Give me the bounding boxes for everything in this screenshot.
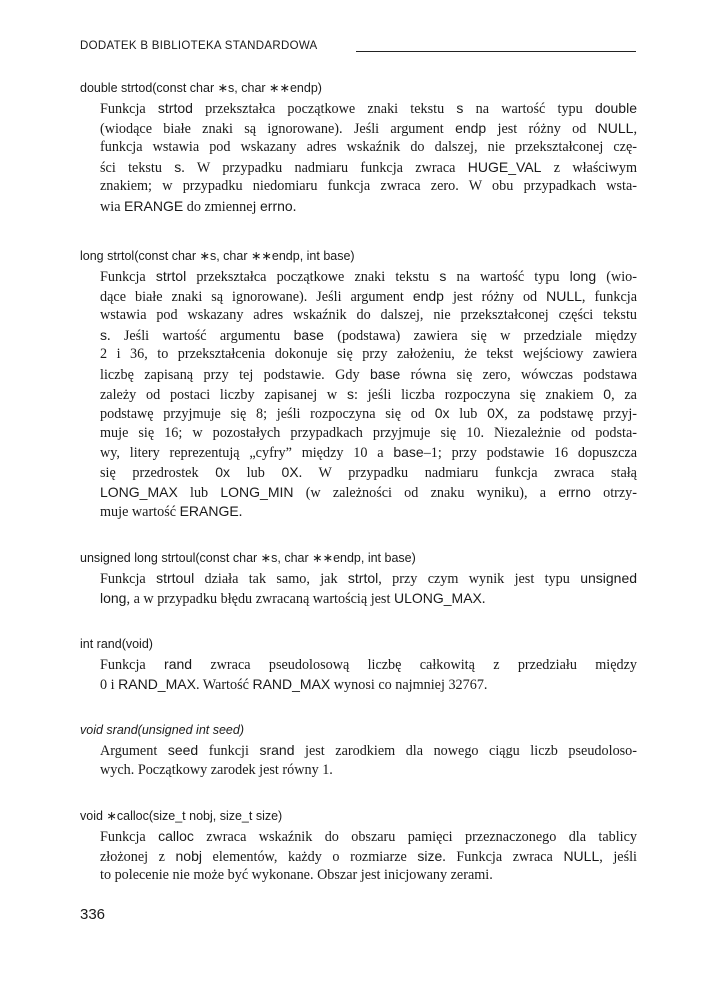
description-line <box>100 761 637 781</box>
code-identifier: NULL <box>563 847 600 864</box>
code-identifier: s <box>456 100 464 116</box>
description-line <box>100 138 637 158</box>
code-identifier: base <box>293 326 324 343</box>
code-identifier: ULONG_MAX <box>393 589 482 606</box>
code-identifier: endp <box>412 287 444 304</box>
code-identifier: 0X <box>281 463 299 480</box>
text-run: liczbę zapisaną przy tej podstawie. Gdy <box>100 366 370 383</box>
description-line <box>100 287 637 307</box>
function-entry-strtol <box>80 248 640 522</box>
text-run: jest zarodkiem dla nowego ciągu liczb pseudoloso- <box>294 743 637 759</box>
text-run: : jeśli liczba rozpoczyna się znakiem <box>353 386 604 403</box>
text-run: przekształca początkowe znaki tekstu <box>186 269 440 285</box>
function-signature: void ∗calloc(size_t nobj, size_t size) <box>80 809 283 823</box>
description-line <box>100 827 637 847</box>
text-run: Funkcja <box>100 269 156 285</box>
code-identifier: 0x <box>434 405 450 422</box>
code-identifier: srand <box>259 742 295 758</box>
description-line <box>100 655 637 675</box>
text-run: muje się 16; w pozostałych przypadkach przyjmuje się 10. Niezależnie od podsta- <box>100 424 637 441</box>
text-run: otrzy- <box>590 484 637 501</box>
function-signature: unsigned long strtoul(const char ∗s, char ∗∗endp, int base) <box>80 551 416 565</box>
description-line <box>100 463 637 483</box>
text-run: na wartość typu <box>446 269 570 285</box>
code-identifier: NULL <box>597 119 634 136</box>
description-line <box>100 385 637 405</box>
code-identifier: 0x <box>215 463 231 480</box>
description-line <box>100 365 637 385</box>
code-identifier: 0 <box>603 385 612 402</box>
text-run: wia <box>100 198 125 215</box>
code-identifier: double <box>594 100 637 116</box>
code-identifier: 0X <box>487 405 505 422</box>
code-identifier: calloc <box>158 828 194 844</box>
description-line <box>100 847 637 867</box>
text-run: , jeśli <box>599 848 637 865</box>
text-run: dące białe znaki są ignorowane). Jeśli argument <box>100 288 413 305</box>
text-run: złożonej z <box>100 848 176 865</box>
text-run: wy, litery reprezentują „cyfry” między 10 a <box>100 445 394 462</box>
text-run: (w zależności od znaku wyniku), a <box>293 484 559 501</box>
text-run: 2 i 36, to przekształcenia dokonuje się przy założeniu, że tekst wejściowy zawiera <box>100 346 637 363</box>
code-identifier: size <box>417 847 443 864</box>
text-run: Funkcja <box>100 571 157 587</box>
text-run: , za <box>611 386 637 403</box>
code-identifier: RAND_MAX <box>252 675 331 692</box>
text-run: . Wartość <box>195 676 253 693</box>
text-run: funkcji <box>198 743 260 759</box>
function-entry-srand <box>80 722 640 780</box>
code-identifier: HUGE_VAL <box>467 158 542 175</box>
code-identifier: strtol <box>347 570 379 586</box>
function-entry-strtod <box>80 80 640 217</box>
text-run: elementów, każdy o rozmiarze <box>201 848 418 865</box>
code-identifier: NULL <box>546 287 582 304</box>
code-identifier: s <box>100 326 107 343</box>
description-line <box>100 119 637 139</box>
text-run: . Jeśli wartość argumentu <box>107 327 294 344</box>
code-identifier: base <box>369 365 401 382</box>
page-number: 336 <box>80 906 106 923</box>
text-run: Funkcja <box>100 101 158 117</box>
text-run: . <box>481 590 486 607</box>
code-identifier: s <box>439 268 447 284</box>
description-line <box>100 267 637 287</box>
text-run: do zmiennej <box>183 198 260 215</box>
text-run: , <box>633 120 637 137</box>
text-run: lub <box>230 464 282 481</box>
text-run: zwraca wskaźnik do obszaru pamięci przeznaczonego dla tablicy <box>193 829 637 845</box>
code-identifier: LONG_MAX <box>100 483 178 500</box>
code-identifier: s <box>346 385 354 402</box>
text-run: , funkcja <box>581 288 637 305</box>
description-line <box>100 741 637 761</box>
text-run: lub <box>449 406 488 423</box>
text-run: podstawę przyjmuje się 8; jeśli rozpoczyna się od <box>100 406 435 423</box>
function-description <box>100 827 637 886</box>
code-identifier: strtoul <box>156 570 195 586</box>
description-line <box>100 589 637 609</box>
text-run: to polecenie nie może być wykonane. Obszar jest inicjowany zerami. <box>100 867 493 884</box>
text-run: –1; przy podstawie 16 dopuszcza <box>423 445 637 462</box>
text-run: wych. Początkowy zarodek jest równy 1. <box>100 761 333 778</box>
text-run: przekształca początkowe znaki tekstu <box>192 101 457 117</box>
text-run: (podstawa) zawiera się w przedziale między <box>323 327 637 344</box>
description-line <box>100 326 637 346</box>
text-run: Funkcja <box>100 657 165 673</box>
code-identifier: LONG_MIN <box>220 483 294 500</box>
text-run: wstawia pod wskazany adres wskaźnik do dalszej, nie przekształconej części tekstu <box>100 307 637 324</box>
description-line <box>100 443 637 463</box>
header-rule <box>356 51 636 52</box>
function-description <box>100 99 637 217</box>
header-title: DODATEK B BIBLIOTEKA STANDARDOWA <box>80 40 318 52</box>
text-run: zwraca pseudolosową liczbę całkowitą z przedziału między <box>192 657 637 673</box>
description-line <box>100 177 637 197</box>
function-description <box>100 741 637 780</box>
text-run: . W przypadku nadmiaru funkcja zwraca <box>181 159 468 176</box>
text-run: Argument <box>100 743 168 759</box>
code-identifier: unsigned <box>580 570 638 586</box>
text-run: (wiodące białe znaki są ignorowane). Jeśli argument <box>100 120 456 137</box>
function-signature: double strtod(const char ∗s, char ∗∗endp) <box>80 81 322 95</box>
function-description <box>100 655 637 694</box>
description-line <box>100 158 637 178</box>
text-run: muje wartość <box>100 504 180 521</box>
code-identifier: rand <box>164 656 193 672</box>
text-run: zależy od postaci liczby zapisanej w <box>100 386 347 403</box>
text-run: funkcja wstawia pod wskazany adres wskaźnik do dalszej, nie przekształconej czę- <box>100 139 637 156</box>
code-identifier: base <box>393 444 424 461</box>
description-line <box>100 502 637 522</box>
code-identifier: strtod <box>157 100 193 116</box>
description-line <box>100 569 637 589</box>
code-identifier: s <box>174 158 182 175</box>
function-description <box>100 267 637 522</box>
description-line <box>100 197 637 217</box>
text-run: . W przypadku nadmiaru funkcja zwraca stałą <box>298 464 637 481</box>
text-run: Funkcja <box>100 829 159 845</box>
code-identifier: strtol <box>155 268 187 284</box>
text-run: znakiem; w przypadku niedomiaru funkcja zwraca zero. W obu przypadkach wsta- <box>100 178 637 195</box>
function-description <box>100 569 637 608</box>
function-signature: void srand(unsigned int seed) <box>80 723 244 737</box>
text-run: . <box>238 504 243 521</box>
code-identifier: RAND_MAX <box>118 675 196 692</box>
code-identifier: nobj <box>175 847 202 864</box>
text-run: z właściwym <box>541 159 637 176</box>
text-run: (wio- <box>596 269 637 285</box>
code-identifier: endp <box>455 119 487 136</box>
description-line <box>100 345 637 365</box>
function-entry-strtoul <box>80 550 640 608</box>
text-run: jest różny od <box>443 288 547 305</box>
text-run: , przy czym wynik jest typu <box>378 571 581 587</box>
text-run: lub <box>177 484 221 501</box>
description-line <box>100 99 637 119</box>
code-identifier: long <box>569 268 597 284</box>
text-run: jest różny od <box>486 120 598 137</box>
function-entry-calloc <box>80 808 640 886</box>
text-run: działa tak samo, jak <box>194 571 348 587</box>
text-run: 0 i <box>100 676 119 693</box>
code-identifier: ERANGE <box>124 197 184 214</box>
code-identifier: seed <box>167 742 199 758</box>
code-identifier: errno <box>558 483 591 500</box>
text-run: się przedrostek <box>100 464 216 481</box>
code-identifier: long <box>100 589 127 606</box>
description-line <box>100 404 637 424</box>
description-line <box>100 424 637 444</box>
description-line <box>100 866 637 886</box>
code-identifier: ERANGE <box>179 503 239 520</box>
text-run: na wartość typu <box>463 101 595 117</box>
text-run: , a w przypadku błędu zwracaną wartością jest <box>126 590 394 607</box>
running-header <box>80 40 636 56</box>
text-run: . Funkcja zwraca <box>442 848 564 865</box>
text-run: , za podstawę przyj- <box>504 406 638 423</box>
text-run: równa się zero, wówczas podstawa <box>400 366 637 383</box>
function-signature: long strtol(const char ∗s, char ∗∗endp, int base) <box>80 249 355 263</box>
text-run: ści tekstu <box>100 159 175 176</box>
code-identifier: errno <box>260 197 293 214</box>
description-line <box>100 483 637 503</box>
description-line <box>100 306 637 326</box>
description-line <box>100 675 637 695</box>
function-entry-rand <box>80 636 640 694</box>
text-run: wynosi co najmniej 32767. <box>330 676 488 693</box>
text-run: . <box>292 198 297 215</box>
function-signature: int rand(void) <box>80 637 153 651</box>
